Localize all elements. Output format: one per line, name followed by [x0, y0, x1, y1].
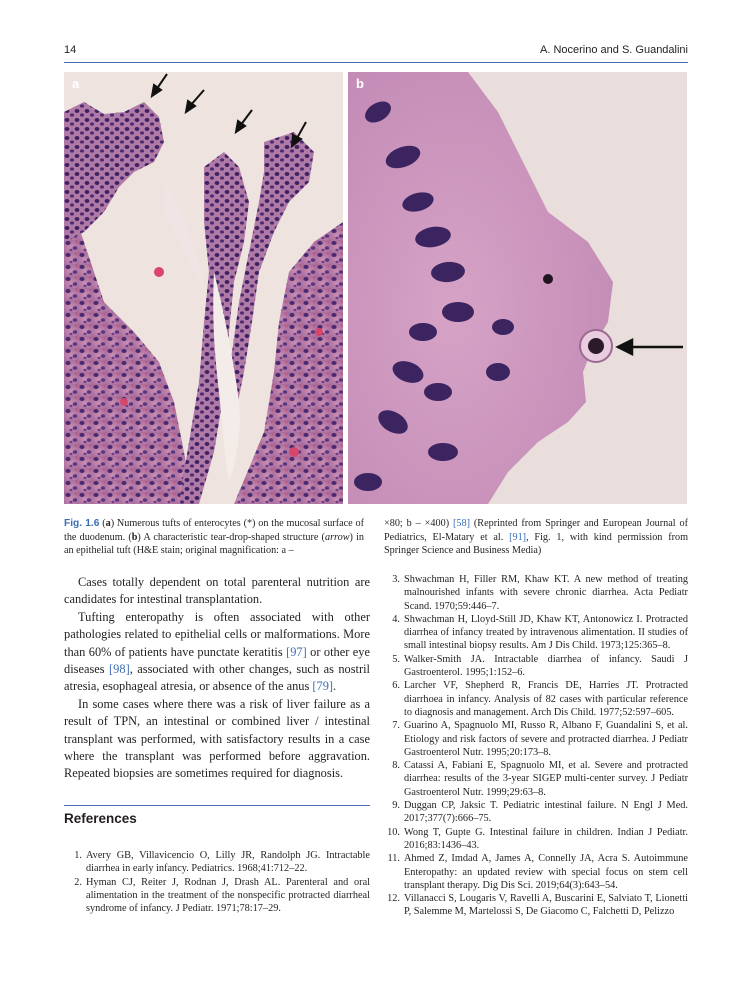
reference-item [382, 759, 688, 799]
reference-number: 7. [392, 720, 400, 732]
reference-item [382, 892, 688, 919]
reference-text: Larcher VF, Shepherd R, Francis DE, Harries JT. Protracted diarrhoea in infancy. Analysis of 82 cases with particular reference to diagnosis and management. Arch Dis Child. 1977;52:597–605. [404, 680, 688, 718]
reference-number: 3. [392, 574, 400, 585]
citation-link[interactable]: [98] [109, 662, 130, 677]
reference-number: 9. [392, 800, 400, 812]
reference-number: 5. [392, 653, 400, 665]
body-text [64, 574, 370, 783]
reference-text: Walker-Smith JA. Intractable diarrhea of infancy. Saudi J Gastroenterol. 1995;1:152–6. [404, 653, 688, 679]
reference-text: Duggan CP, Jaksic T. Pediatric intestinal failure. N Engl J Med. 2017;377(7):666–75. [404, 800, 688, 825]
reference-number: 12. [387, 893, 400, 905]
reference-item [382, 613, 688, 653]
caption-text: , Fig. 1, with kind permission from Springer Science and Business Media) [384, 531, 689, 557]
reference-text: Shwachman H, Lloyd-Still JD, Khaw KT, Antonowicz I. Protracted diarrhea of infancy treated by intravenous alimentation. II studies of small intestinal biopsy results. Am J Dis Child. 1973;125:365–8. [404, 613, 688, 652]
references-rule [64, 805, 370, 806]
citation-link[interactable]: [58] [453, 518, 470, 529]
reference-item [64, 849, 370, 876]
caption-text: ×80; b – ×400) [384, 518, 453, 529]
reference-text: Shwachman H, Filler RM, Khaw KT. A new method of treating malnourished infants with severe chronic diarrhea. Acta Pediatr Scand. 1970;59:446–7. [404, 574, 688, 612]
reference-number: 11. [387, 853, 400, 865]
figure-panel-b [348, 72, 687, 504]
reference-number: 1. [74, 850, 82, 861]
reference-number: 2. [74, 876, 82, 888]
reference-item [382, 826, 688, 853]
reference-number: 8. [392, 760, 400, 772]
reference-item [382, 852, 688, 892]
reference-number: 6. [392, 680, 400, 692]
reference-item [382, 719, 688, 759]
reference-text: Avery GB, Villavicencio O, Lilly JR, Randolph JG. Intractable diarrhea in early infancy. Pediatrics. 1968;41:712–22. [86, 850, 370, 875]
reference-list-left [64, 849, 370, 915]
reference-item [64, 876, 370, 916]
paragraph-3: In some cases where there was a risk of liver failure as a result of TPN, an intestinal or combined liver / intestinal transplant was performed, with satisfactory results in a case where the transplant was performed before aggravation. Repeated biopsies are sometimes required for diagnosis. [64, 696, 370, 781]
reference-text: Wong T, Gupte G. Intestinal failure in children. Indian J Pediatr. 2016;83:1436–43. [404, 826, 688, 851]
reference-text: Catassi A, Fabiani E, Spagnuolo MI, et al. Severe and protracted diarrhea: results of the 3-year SIGEP multi-center survey. J Pediatr Gastroenterol Nutr. 1999;29:63–8. [404, 760, 688, 798]
panel-a-label: a [72, 76, 80, 91]
reference-number: 4. [392, 613, 400, 625]
paragraph-2: Tufting enteropathy is often associated with other pathologies related to epithelial cells or malformations. More than 60% of patients have punctate keratitis [97] or other eye diseases [98], associated with other changes, such as nostril atresia, esophageal atresia, or absence of the anus [79]. [64, 609, 370, 694]
paragraph-1: Cases totally dependent on total parenteral nutrition are candidates for intestinal transplantation. [64, 575, 370, 607]
reference-text: Villanacci S, Lougaris V, Ravelli A, Buscarini E, Salviato T, Lionetti P, Salemme M, Martelossi S, De Giacomo C, Falchetti D, Pelizzo [404, 893, 688, 918]
running-header [64, 44, 688, 60]
caption-text: (Reprinted from Springer and European Journal of Pediatrics, El-Matary et al. [384, 518, 688, 543]
reference-item [382, 653, 688, 680]
reference-item [382, 799, 688, 826]
reference-text: Ahmed Z, Imdad A, James A, Connelly JA, Acra S. Autoimmune Enteropathy: an updated review with special focus on stem cell transplant therapy. Dig Dis Sci. 2019;64(3):643–54. [404, 853, 688, 891]
histology-image-a [64, 72, 343, 504]
figure-caption-right [384, 517, 688, 558]
reference-text: Hyman CJ, Reiter J, Rodnan J, Drash AL. Parenteral and oral alimentation in the treatment of the nonspecific protracted diarrheal syndrome of infancy. J Pediatr. 1971;78:17–29. [86, 876, 370, 915]
reference-list-right [382, 573, 688, 919]
reference-item [382, 679, 688, 719]
references-heading: References [64, 811, 137, 826]
figure-panel-a [64, 72, 343, 504]
caption-text-split: ) in an epithelial tuft (H&E stain; original magnification: a – [64, 531, 364, 557]
figure-caption-left: Fig. 1.6 (a) Numerous tufts of enterocytes (*) on the mucosal surface of the duodenum. (b) A characteristic tear-drop-shaped structure (arrow) in an epithelial tuft (H&E stain; original magnification: a – [64, 518, 364, 557]
histology-image-b [348, 72, 687, 504]
header-rule [64, 62, 688, 63]
page-number: 14 [64, 44, 77, 56]
citation-link[interactable]: [79] [312, 679, 334, 694]
reference-item [382, 573, 688, 613]
citation-link[interactable]: [91] [509, 531, 527, 543]
citation-link[interactable]: [97] [286, 644, 307, 659]
figure-label: Fig. 1.6 [64, 518, 100, 529]
reference-text: Guarino A, Spagnuolo MI, Russo R, Albano F, Guandalini S, et al. Etiology and risk factors of severe and protracted diarrhea. J Pediatr Gastroenterol Nutr. 1995;20:173–8. [404, 720, 688, 758]
reference-number: 10. [387, 826, 400, 838]
running-authors: A. Nocerino and S. Guandalini [540, 44, 688, 56]
panel-b-label: b [356, 76, 364, 91]
